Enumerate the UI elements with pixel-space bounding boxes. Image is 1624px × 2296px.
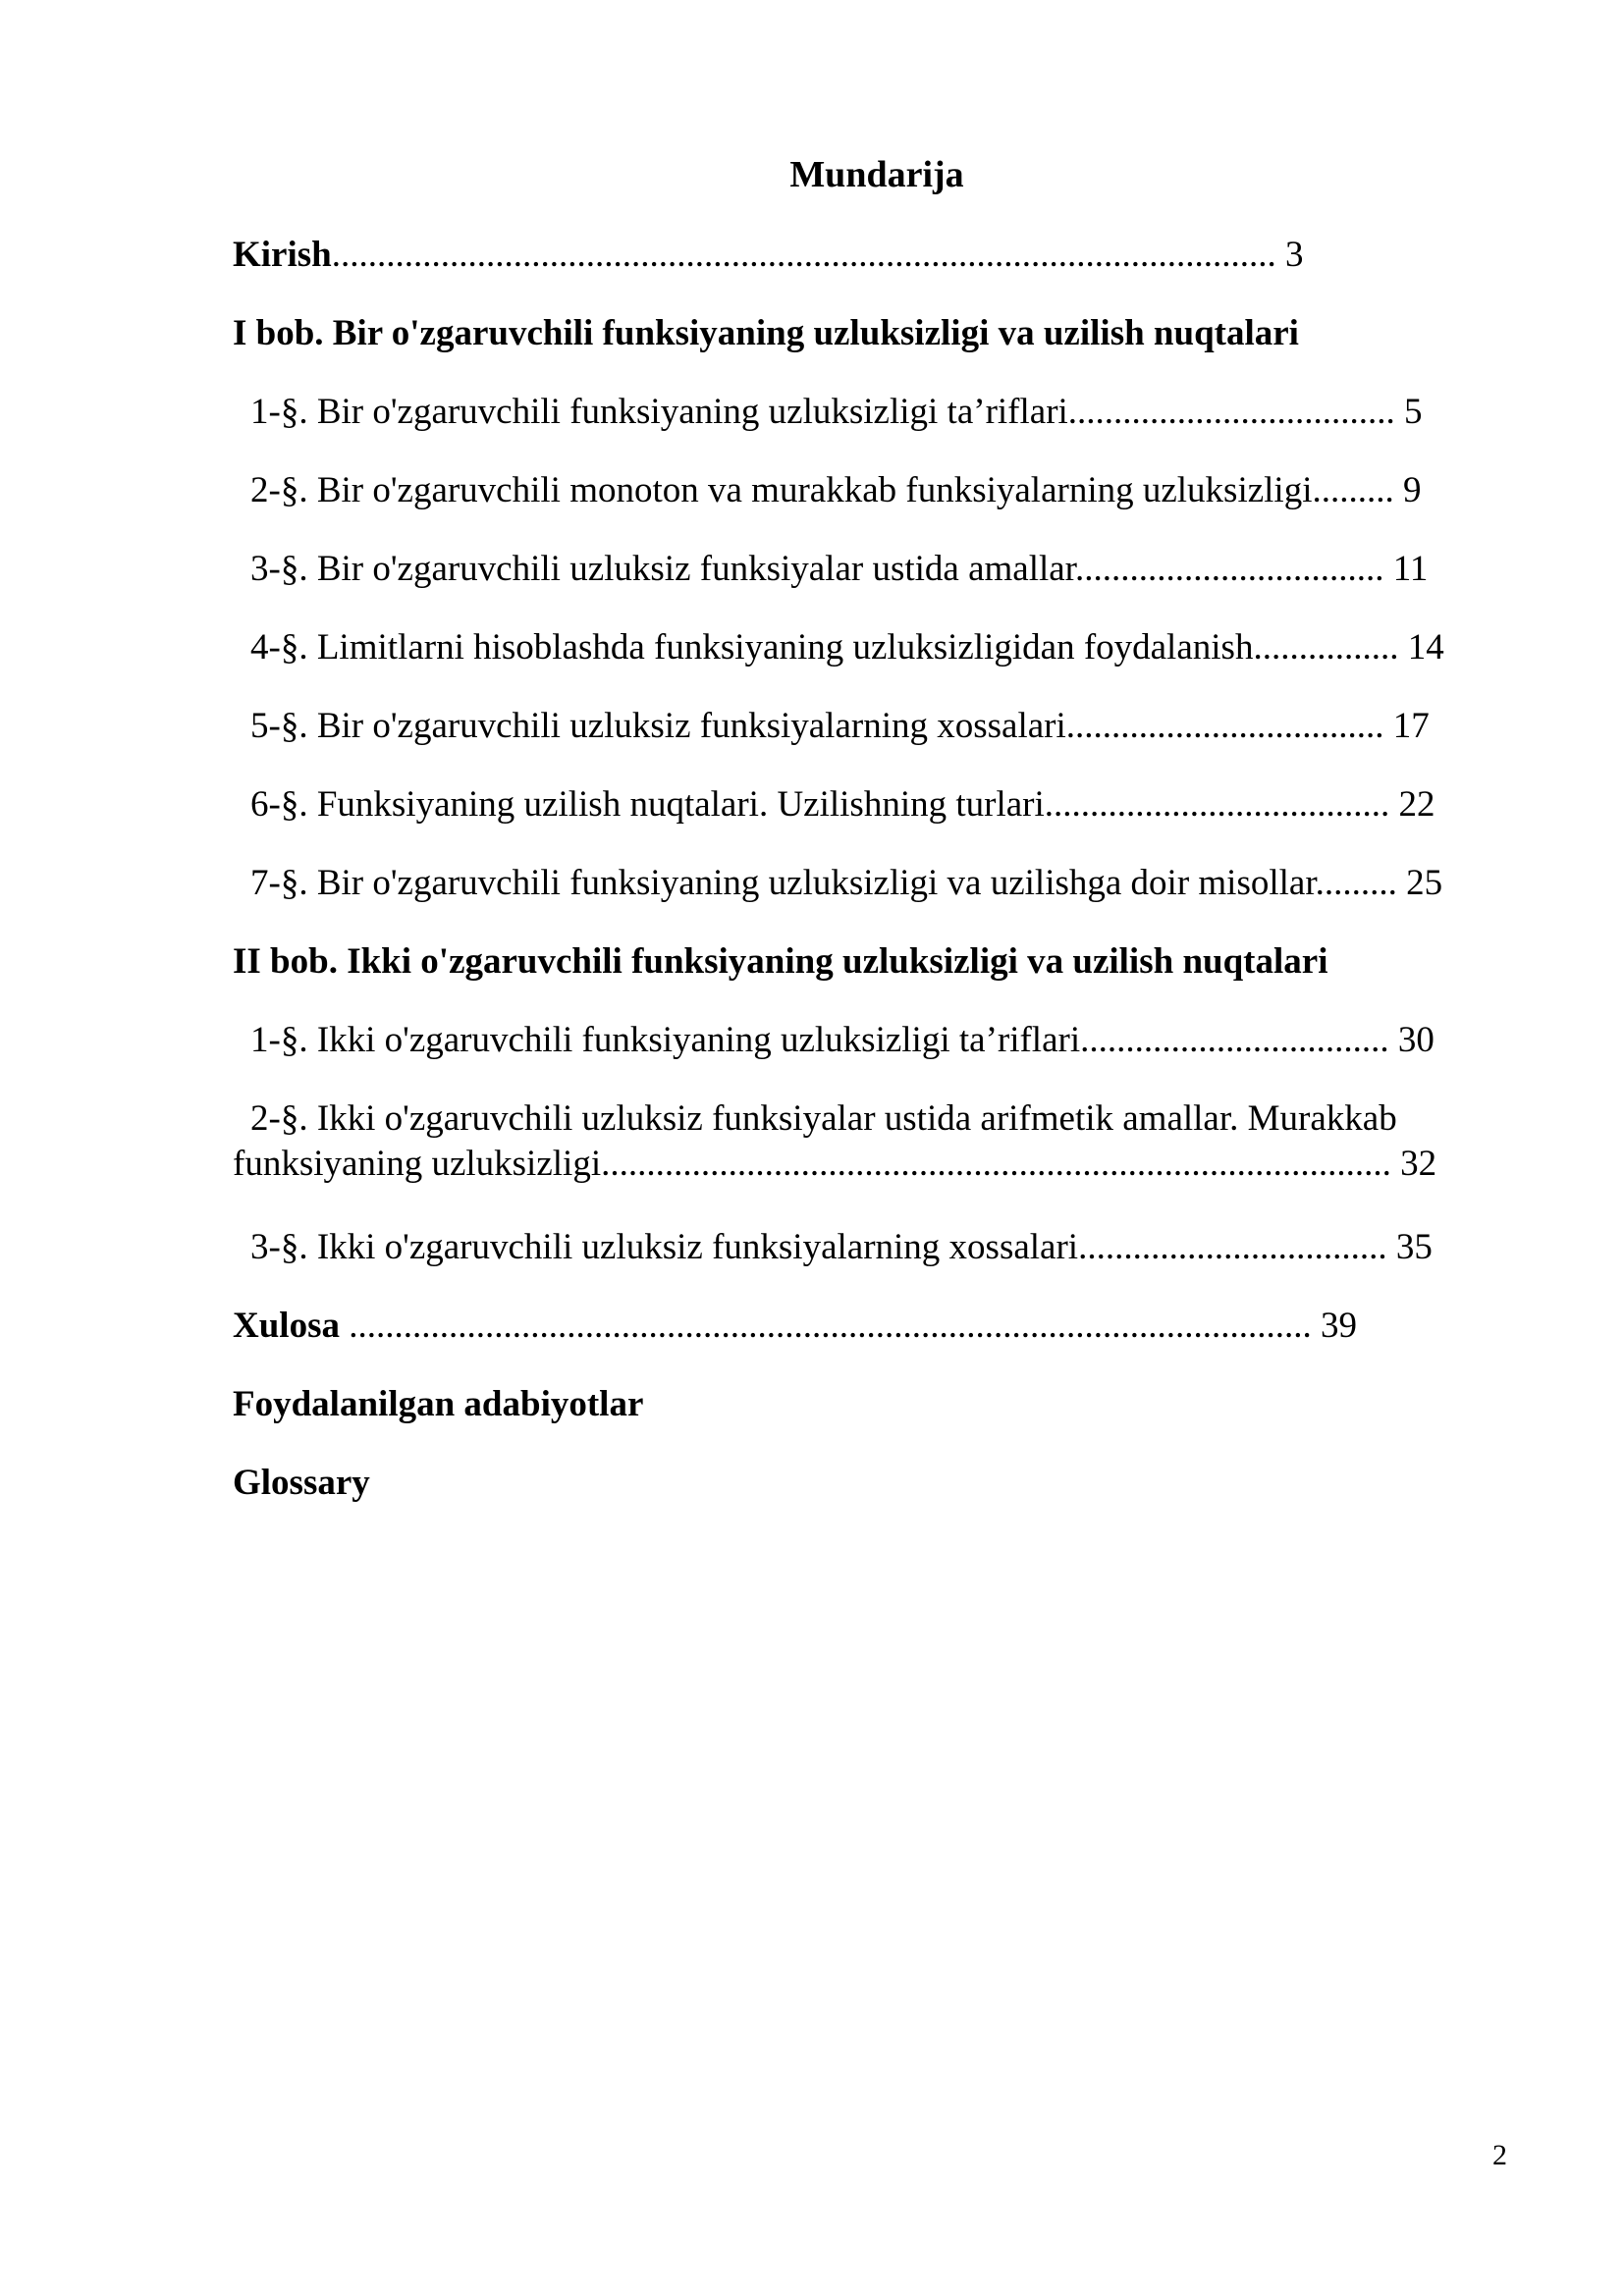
toc-entry-page: 11 <box>1392 549 1429 589</box>
toc-entry-2-2-line1 <box>250 1096 1397 1142</box>
toc-entry-dots: ....................................................................................... <box>601 1144 1391 1184</box>
toc-entry-label: Kirish <box>233 235 332 275</box>
toc-entry-label-continuation: funksiyaning uzluksizligi <box>233 1144 602 1184</box>
toc-entry-kirish <box>233 233 1304 278</box>
toc-entry-label: 3-§. Ikki o'zgaruvchili uzluksiz funksiyalarning xossalari <box>250 1227 1079 1267</box>
toc-entry-dots: .................................. <box>1080 1020 1389 1060</box>
toc-entry-1-4 <box>250 625 1444 670</box>
toc-entry-dots: ................................... <box>1065 706 1384 746</box>
toc-entry-dots: .................................. <box>1078 1227 1387 1267</box>
toc-entry-page: 39 <box>1320 1306 1357 1346</box>
toc-entry-label: Foydalanilgan adabiyotlar <box>233 1384 644 1424</box>
toc-entry-page: 35 <box>1395 1227 1433 1267</box>
toc-entry-page: 22 <box>1398 784 1435 825</box>
page-title: Mundarija <box>789 154 964 195</box>
toc-entry-2-1 <box>250 1018 1435 1063</box>
toc-entry-1-5 <box>250 704 1430 749</box>
toc-entry-page: 30 <box>1397 1020 1435 1060</box>
toc-entry-label: Glossary <box>233 1463 370 1503</box>
toc-entry-glossary <box>233 1461 370 1506</box>
toc-entry-1-6 <box>250 782 1435 828</box>
toc-chapter-1 <box>233 311 1299 356</box>
toc-entry-references <box>233 1382 643 1427</box>
toc-entry-page: 17 <box>1392 706 1430 746</box>
toc-entry-label: 1-§. Ikki o'zgaruvchili funksiyaning uzluksizligi ta’riflari <box>250 1020 1081 1060</box>
page-number: 2 <box>1492 2139 1507 2171</box>
toc-entry-page: 32 <box>1400 1144 1437 1184</box>
toc-entry-1-7 <box>250 861 1442 906</box>
toc-entry-dots: ...................................... <box>1044 784 1390 825</box>
toc-entry-label: 7-§. Bir o'zgaruvchili funksiyaning uzluksizligi va uzilishga doir misollar <box>250 863 1316 903</box>
toc-entry-page: 25 <box>1406 863 1443 903</box>
toc-entry-label: 1-§. Bir o'zgaruvchili funksiyaning uzluksizligi ta’riflari <box>250 392 1068 432</box>
toc-entry-page: 14 <box>1407 627 1444 667</box>
toc-entry-label: 4-§. Limitlarni hisoblashda funksiyaning uzluksizligidan foydalanish <box>250 627 1254 667</box>
toc-entry-label: Xulosa <box>233 1306 340 1346</box>
toc-entry-dots: ................ <box>1253 627 1399 667</box>
toc-entry-dots: ........................................................................................................ <box>331 235 1276 275</box>
toc-entry-label: 3-§. Bir o'zgaruvchili uzluksiz funksiyalar ustida amallar <box>250 549 1075 589</box>
toc-entry-2-2-line2 <box>233 1142 1436 1187</box>
toc-entry-page: 3 <box>1285 235 1304 275</box>
toc-entry-1-3 <box>250 547 1428 592</box>
toc-entry-label: 2-§. Bir o'zgaruvchili monoton va murakkab funksiyalarning uzluksizligi <box>250 470 1313 510</box>
toc-chapter-2 <box>233 939 1327 985</box>
toc-entry-dots: .......................................................................................................... <box>349 1306 1312 1346</box>
toc-entry-label: 2-§. Ikki o'zgaruvchili uzluksiz funksiyalar ustida arifmetik amallar. Murakkab <box>250 1098 1397 1139</box>
toc-entry-1-1 <box>250 390 1423 435</box>
toc-chapter-label: I bob. Bir o'zgaruvchili funksiyaning uzluksizligi va uzilish nuqtalari <box>233 313 1299 353</box>
toc-entry-dots: ......... <box>1312 470 1394 510</box>
toc-entry-dots: .................................. <box>1074 549 1384 589</box>
toc-entry-1-2 <box>250 468 1422 513</box>
toc-entry-dots: ......... <box>1315 863 1397 903</box>
toc-entry-dots: .................................... <box>1067 392 1395 432</box>
toc-entry-label: 5-§. Bir o'zgaruvchili uzluksiz funksiyalarning xossalari <box>250 706 1066 746</box>
toc-entry-label: 6-§. Funksiyaning uzilish nuqtalari. Uzilishning turlari <box>250 784 1045 825</box>
toc-entry-page: 5 <box>1404 392 1423 432</box>
toc-entry-page: 9 <box>1403 470 1422 510</box>
toc-chapter-label: II bob. Ikki o'zgaruvchili funksiyaning uzluksizligi va uzilish nuqtalari <box>233 941 1328 982</box>
toc-entry-xulosa <box>233 1304 1357 1349</box>
toc-entry-2-3 <box>250 1225 1433 1270</box>
